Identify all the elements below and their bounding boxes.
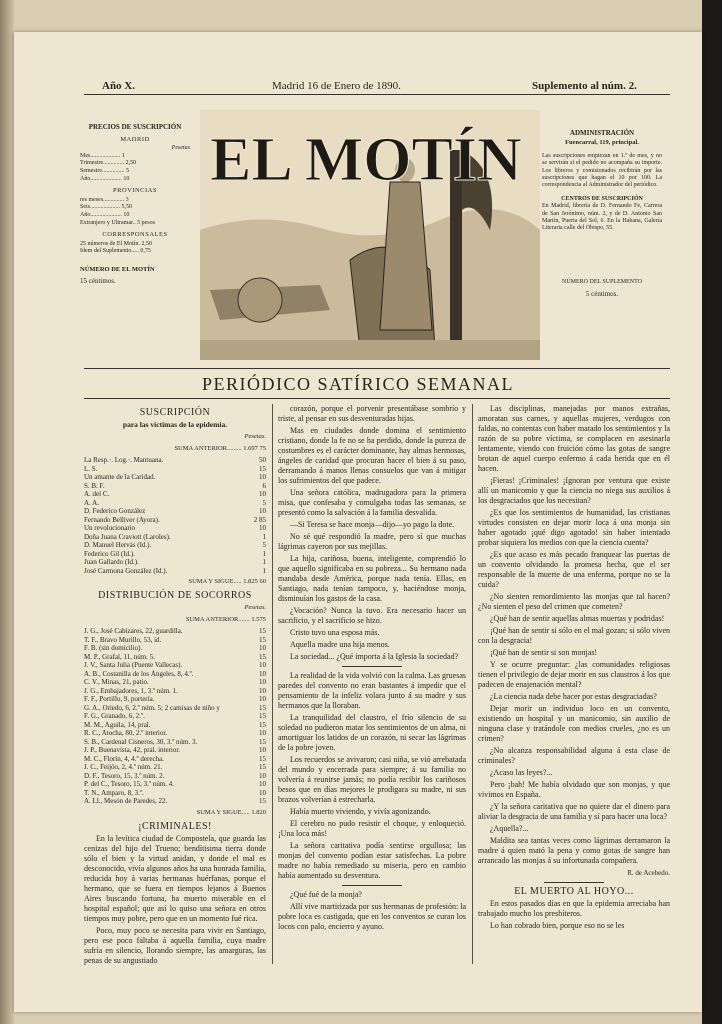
entry-amount: 15 [259,754,266,763]
column-divider [472,404,473,964]
paragraph: Una señora católica, madrugadora para la primera misa, que confesaba y comulgaba todas las semanas, se presentó como la salvación á la familia desvalida. [278,488,466,517]
entry-amount: 15 [259,635,266,644]
paragraph: ¿Es que acaso es más pecado franquear las puertas de un convento olvidando la promesa hecha, que el ser responsable de la muerte de una enferma, porque no se la cuida? [478,550,670,589]
paragraph: ¿Y la señora caritativa que no quiere dar el dinero para aliviar la desgracia de una familia y sí para hacer una loca? [478,802,670,821]
issue-date: Madrid 16 de Enero de 1890. [272,80,401,92]
entry-name: A. B., Costanilla de los Ángeles, 8, 4.º. [84,669,194,678]
entry-amount: 10 [259,524,266,532]
entry-name: S. B. F. [84,481,105,490]
provincias-label: PROVINCIAS [112,187,157,195]
entry-amount: 6 [262,481,266,490]
entry-name: L. S. [84,464,98,473]
list-entry [84,567,266,576]
subtitle-rule-top [84,368,670,369]
paragraph: Maldita sea tantas veces como lágrimas derramaron la madre á quien mató la pena y como gotas de sangre han arrancado las monjas á su infortunada compañera. [478,836,670,865]
numero-price: 15 céntimos. [80,276,116,285]
supplement-number-label: NÚMERO DEL SUPLEMENTO [561,278,642,285]
list-entry [84,763,266,772]
price-row: Semestre............... 5 [80,167,129,174]
entry-amount: 50 [259,456,266,464]
entry-name: A. Ll., Mesón de Paredes, 22. [84,797,168,805]
list-entry [84,789,266,798]
entry-name: Doña Juana Craviott (Laroles). [84,532,171,541]
entry-name: G. A., Oriedo, 6, 2.º núm. 5; 2 camisas de niño y [84,703,220,712]
entry-amount: 5 [262,498,266,507]
entry-amount: 15 [259,720,266,729]
paragraph: ¿Vocación? Nunca la tuvo. Era necesario hacer un sacrificio, y el sacrificio se hizo. [278,606,466,625]
paragraph: ¿Qué fué de la monja? [290,890,362,899]
list-entry [84,695,266,704]
entry-amount: 10 [259,686,266,695]
paragraph: Cristo tuvo una esposa más. [290,628,380,637]
entry-name: D. F., Tesoro, 15, 3.º núm. 2. [84,771,165,780]
list-entry [84,499,266,508]
subtitle-rule-bottom [84,398,670,399]
page-shadow [702,0,722,1024]
entry-name: J. G., José Cabizares, 22, guardilla. [84,627,183,635]
list-entry [84,755,266,764]
entry-name: M. C., Florín, 4, 4.º derecha. [84,754,164,763]
numero-label: NÚMERO DE EL MOTÍN [80,265,155,273]
entry-name: D. Federico González [84,507,146,515]
admin-text: Las suscripciones empiezan en 1.º de mes, y no se servirán si el pedido no acompaña su importe. Los libreros y comisionados recibirán por las suscripciones que hagan el 10 por 100. La correspondencia al Administrador del periódico. [542,152,662,189]
sum-previous-2: SUMA ANTERIOR....... 1.575 [185,616,266,623]
price-row: Año..................... 10 [80,211,130,218]
entry-name: J. V., Santa Julia (Puente Vallecas). [84,661,183,669]
entry-amount: 1 [262,558,266,566]
distribution-heading: DISTRIBUCIÓN DE SOCORROS [98,590,252,601]
list-entry [84,636,266,645]
centros-title: CENTROS DE SUSCRIPCIÓN [561,195,643,202]
list-entry [84,456,266,465]
paragraph: Dejar morir un individuo loco en un convento, existiendo un hospital y un manicomio, sin auxilio de ninguna clase y tratándole con medios crueles, ¿no es un crimen? [478,704,670,743]
paragraph: ¿Acaso las leyes?... [490,768,553,777]
paragraph: El cerebro no pudo resistir el choque, y enloqueció. ¡Una loca más! [278,819,466,838]
masthead-illustration [200,110,540,360]
entry-amount: 15 [259,627,266,635]
paragraph: La hija, cariñosa, buena, inteligente, comprendió lo que aquello significaba en su pobreza... Su hermano nada mandaba desde América, porque nada tenía. Ellas, en Santiago, nada tenían tampoco, y, haciéndose monja, disminuían los gastos de la casa. [278,554,466,603]
entry-name: F. G., Granado, 6, 2.º. [84,712,145,720]
entry-name: M. M., Aguila, 14, pral. [84,720,151,729]
paragraph: Las disciplinas, manejadas por manos extrañas, amoratan sus carnes, y aquellas mujeres, verdugos con faldas, no contentas con haber matado los sentimientos y la razón de su pobre víctima, se complacen en asesinarla lentamente, viendo con fruición cómo las gotas de sangre brotan de aquel cuerpo enfermo á cada herida que en él hacen. [478,404,670,473]
list-entry [84,721,266,730]
entry-amount: 10 [259,695,266,703]
prices-title: PRECIOS DE SUSCRIPCIÓN [88,123,182,131]
column-2 [278,404,466,934]
entry-amount: 10 [259,771,266,780]
entry-amount: 10 [259,490,266,498]
supplement-price: 5 céntimos. [585,290,619,299]
entry-name: A. A. [84,498,99,507]
entry-name: Federico Gil (Id.). [84,549,135,558]
price-row: Mes.................... 1 [80,152,125,159]
entry-name: Juan Gallardo (Id.). [84,558,139,566]
section-rule [544,882,604,883]
book-binding [0,0,14,1024]
paragraph: Allí vive martirizada por sus hermanas de profesión: la pobre loca es castigada, que en los conventos se curan los locos con palo, encierro y ayuno. [278,902,466,931]
paragraph: Mas en ciudades donde domina el sentimiento cristiano, donde la fe no se ha perdido, donde la pureza de costumbres es el carácter dominante, hay almas hermosas, ángeles de caridad que procuran hacer el bien á su paso, derramando á manos llenas consuelos que van á mitigar los sufrimientos del que padece. [278,426,466,485]
list-entry [84,746,266,755]
entry-amount: 15 [259,712,266,720]
paragraph: ¿No alcanza responsabilidad alguna á esta clase de criminales? [478,746,670,765]
author-signature: R. de Acebedo. [627,869,670,877]
entry-amount: 1 [262,549,266,558]
paragraph: Poco, muy poco se necesita para vivir en Santiago, pero ese poco faltaba á aquella familia, cuya madre sufría en silencio, llorando siempre, las amarguras, las penas de su angustiado [84,925,266,965]
entry-name: Fernando Belliver (Ayora). [84,515,160,524]
paragraph: Lo han cobrado bien, porque eso no se les [490,921,625,930]
madrid-label: MADRID [120,135,150,143]
entry-amount: 10 [259,473,266,481]
price-row: Trimestre.............. 2,50 [80,160,137,167]
column-3 [478,404,670,933]
price-row: res meses.............. 3 [80,196,129,203]
paragraph: ¡Qué han de sentir si sólo en el mal gozan; si sólo viven con la desgracia! [478,626,670,645]
entry-amount: 10 [259,780,266,788]
entry-amount: 15 [259,797,266,805]
paragraph: En estos pasados días en que la epidemia arreciaba han trabajado mucho los presbíteros. [478,899,670,918]
muerto-heading: EL MUERTO AL HOYO... [514,886,634,897]
entry-name: S. B., Cardenal Cisneros, 30, 3.º núm. 3. [84,737,198,746]
header-rule [84,94,670,95]
entry-name: Un revolucionario [84,524,136,532]
pesetas-label: Pesetas. [244,433,266,440]
entry-name: C. V., Minas, 21, patio. [84,678,149,686]
corresponsales-label: CORRESPONSALES [102,231,168,239]
entry-amount: 10 [259,678,266,686]
subtitle: PERIÓDICO SATÍRICO SEMANAL [201,374,514,394]
entry-amount: 10 [259,788,266,797]
column-1 [84,404,266,968]
entry-amount: 10 [259,661,266,669]
list-entry [84,644,266,653]
aid-list [84,627,266,806]
list-entry [84,524,266,533]
entry-amount: 5 [262,541,266,549]
paragraph: ¿La ciencia nada debe hacer por estas desgraciadas? [490,692,657,701]
newspaper-page [14,32,702,1012]
entry-name: J. P., Buenavista, 42, pral. interior. [84,746,181,754]
list-entry [84,465,266,474]
entry-name: J. C., Feijóo, 2, 4.º núm. 21. [84,763,163,771]
entry-amount: 10 [259,746,266,754]
sum-previous: SUMA ANTERIOR......... 1.697 75 [174,445,266,452]
entry-name: R. C., Atocha, 80, 2.º interior. [84,729,168,737]
entry-amount: 2 85 [253,515,266,524]
list-entry [84,661,266,670]
masthead-title: EL MOTÍN [210,126,522,194]
column-divider [272,404,273,964]
paragraph: En la levítica ciudad de Compostela, que guarda las cenizas del hijo del Trueno; bendítisima tierra donde sólo el bien y la virtud anidan, y donde el mal es desconocido, vivía algunos años ha una honrada familia, reducida hoy á varias hermanas huérfanas, porque el hermano, que se fuera en tiempos lejanos á Buenos Aires buscando fortuna, ha muerto miserable en el hospital español; que así lo quiso una señora en otros tiempos muy pobre, pero que en un momento fué rica. [84,833,266,923]
paragraph: La tranquilidad del claustro, el frío silencio de su soledad no pudieron matar los sentimientos de un alma, ni amortiguar los latidos de un corazón, ni secar las lágrimas de la pobre joven. [278,713,466,752]
paragraph: Y se ocurre preguntar: ¿las comunidades religiosas tienen el privilegio de dejar morir en sus claustros á los que padecen de enajenación mental? [478,660,670,689]
paragraph: Había muerto viviendo, y vivía agonizando. [290,807,431,816]
list-entry [84,627,266,636]
price-row: Idem del Suplemento..... 0,75 [80,248,151,255]
list-entry [84,653,266,662]
paragraph: No sé qué respondió la madre, pero sí que muchas lágrimas cayeron por sus mejillas. [278,532,466,551]
issue-year: Año X. [102,80,136,92]
entry-name: T. N., Amparo, 8, 3.º. [84,788,144,797]
list-entry [84,541,266,550]
sum-continues: SUMA Y SIGUE..... 1.825 60 [188,578,266,585]
list-entry [84,678,266,687]
paragraph: Pero ¡bah! Me había olvidado que son monjas, y que vivimos en España. [478,780,670,799]
list-entry [84,772,266,781]
price-row: 25 números de El Motín. 2,50 [80,240,152,247]
entry-name: José Carmona González (Id.). [84,566,168,575]
subscription-heading: SUSCRIPCIÓN [139,407,211,418]
paragraph: —Si Teresa se hace monja—dijo—yo pago la dote. [290,520,455,529]
paragraph: ¿Es que los sentimientos de humanidad, las cristianas virtudes consisten en dejar morir loca á una monja sin haber agotado ¡qué digo agotado! sin haber intentado probar siquiera los medios con que la ciencia cuenta? [478,508,670,547]
entry-name: T. F., Bravo Murillo, 53, íd. [84,635,162,644]
paragraph: Los recuerdos se avivaron; casi niña, se vió arrebatada del mundo y encerrada para siempre; á su familia no volvería á reunirse jamás; no podía recibir los cariñosos besos que en días mejores le prodigara su madre, ni sus brazos volverían á estrecharla. [278,755,466,804]
paragraph: ¡Qué han de sentir si son monjas! [490,648,598,657]
entry-name: J. G., Embajadores, 1, 3.º núm. 1. [84,686,178,695]
price-row: Seis.................... 5,50 [80,204,133,211]
list-entry [84,490,266,499]
list-entry [84,507,266,516]
entry-name: Un amante de la Caridad. [84,473,156,481]
list-entry [84,516,266,525]
entry-amount: 15 [259,464,266,473]
entry-amount: 15 [259,763,266,771]
paragraph: corazón, porque el porvenir presentábase sombrío y triste, al pensar en sus desventuradas hijas. [278,404,466,423]
list-entry [84,558,266,567]
list-entry [84,482,266,491]
paragraph: La sociedad... ¿Qué importa á la Iglesia la sociedad? [290,652,459,661]
subscription-prices [80,124,190,285]
entry-name: F. B. (sin domicilio). [84,644,143,652]
entry-amount: 10 [259,644,266,652]
paragraph: Aquella madre una hija menos. [290,640,390,649]
entry-amount: 10 [259,729,266,737]
admin-address: Fuencarral, 119, principal. [565,139,639,147]
list-entry [84,704,266,713]
header-line [14,72,702,102]
entry-name: D. Manuel Hervás (Id.). [84,541,152,549]
entry-amount: 10 [259,507,266,515]
entry-name: A. del C. [84,490,110,498]
entry-amount: 15 [259,737,266,746]
entry-amount: 15 [259,652,266,661]
list-entry [84,670,266,679]
entry-amount: 10 [259,669,266,678]
entry-name: P. del C., Tesoro, 15, 3.º núm. 4. [84,780,175,788]
pesetas-label: Pesetas [171,145,190,152]
list-entry [84,729,266,738]
list-entry [84,473,266,482]
criminales-heading: ¡CRIMINALES! [138,820,212,832]
entry-amount: 1 [262,566,266,575]
paragraph: ¿Aquella?... [490,824,529,833]
paragraph: ¿Qué han de sentir aquellas almas muertas y podridas! [490,614,665,623]
list-entry [84,738,266,747]
admin-title: ADMINISTRACIÓN [569,129,635,137]
entry-name: La Resp.·. Log.·. Mantuana. [84,456,164,464]
list-entry [84,712,266,721]
section-rule [342,666,402,667]
donor-list [84,456,266,575]
centros-text: En Madrid, librería de D. Fernando Fe, Carrera de San Jerónimo, núm. 2, y de D. Antonio San Martín, Puerta del Sol, 6. En la Habana, Galería Literaria calle del Obispo, 55. [542,203,662,232]
paragraph: ¿No sienten remordimiento las monjas que tal hacen? ¿No sienten el peso del crimen que cometen? [478,592,670,611]
administration-box [542,130,662,299]
list-entry [84,533,266,542]
price-row: Año..................... 10 [80,175,130,182]
list-entry [84,780,266,789]
supplement-label: Suplemento al núm. 2. [532,80,637,92]
subscription-sub: para las víctimas de la epidemia. [122,420,228,429]
entry-amount: 15 [259,703,266,712]
entry-name: M. P., Grafal, 11, núm. 5. [84,652,155,661]
entry-name: F. F., Portillo, 9, portería. [84,695,155,703]
entry-amount: 1 [262,532,266,541]
paragraph: ¡Fieras! ¡Criminales! ¡Ignoran por ventura que existe allí un manicomio y que la ciencia no niega sus auxilios á los desgraciados que los necesitan? [478,476,670,505]
paragraph: La realidad de la vida volvió con la calma. Las gruesas paredes del convento no eran bastantes á impedir que el pensamiento de la infeliz volara junto á su madre y sus hermanos que la lloraban. [278,671,466,710]
list-entry [84,797,266,806]
price-row: Extranjero y Ultramar.. 5 pesos [80,219,155,226]
section-rule [342,885,402,886]
pesetas-label-2: Pesetas. [244,604,266,611]
list-entry [84,687,266,696]
paragraph: La señora caritativa podía sentirse orgullosa; las monjas del convento podían estar satisfechas. La pobre madre no había remediado su miseria, pero en cambio había aumentado su desventura. [278,841,466,880]
sum-continues-2: SUMA Y SIGUE..... 1.820 [196,808,266,816]
list-entry [84,550,266,559]
